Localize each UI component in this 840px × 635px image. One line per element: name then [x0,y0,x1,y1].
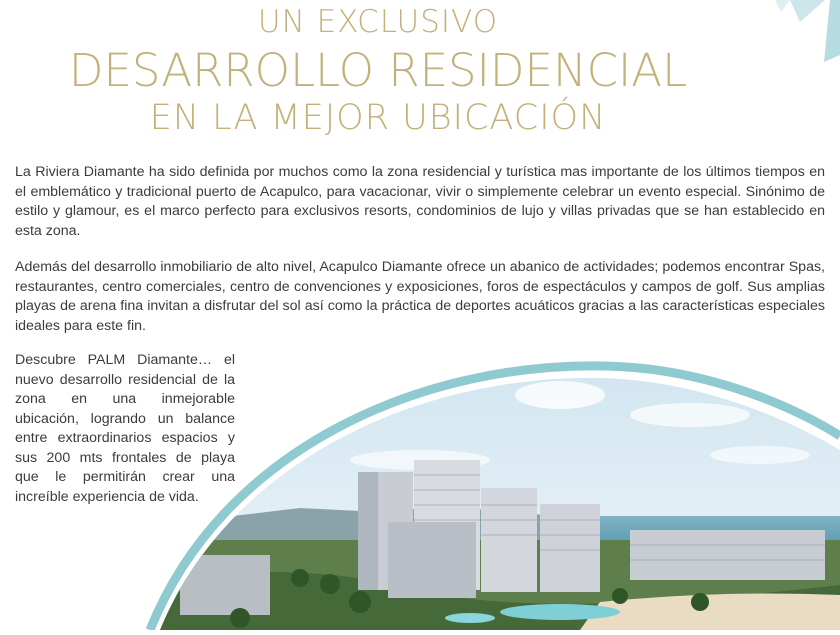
headline-line-1: UN EXCLUSIVO [257,4,499,40]
palm-diamante-paragraph: Descubre PALM Diamante… el nuevo desarrollo residencial de la zona en una inmejorable ubicación, logrando un balance entre extraordinarios espacios y sus 200 mts frontales de playa que le permitirán crear una increíble experiencia de vida. [15,352,235,505]
intro-paragraph: La Riviera Diamante ha sido definida por muchos como la zona residencial y turística mas importante de los últimos tiempos en el emblemático y tradicional puerto de Acapulco, para vacacionar, vivir o simplemente celebrar un evento especial. Sinónimo de estilo y glamour, es el marco perfecto para exclusivos resorts, condominios de lujo y villas privadas que se han establecido en esta zona. [15,164,825,239]
activities-paragraph: Además del desarrollo inmobiliario de alto nivel, Acapulco Diamante ofrece un abanico de actividades; podemos encontrar Spas, restaurantes, centro comerciales, centro de convenciones y exposiciones, foros de espectáculos y campos de golf. Sus amplias playas de arena fina invitan a disfrutar del sol así como la práctica de deportes acuáticos gracias a las características especiales ideales para este fin. [15,259,825,334]
headline-line-3: EN LA MEJOR UBICACIÓN [149,98,607,138]
headline-line-2: DESARROLLO RESIDENCIAL [68,44,688,97]
resort-photo [0,340,840,630]
